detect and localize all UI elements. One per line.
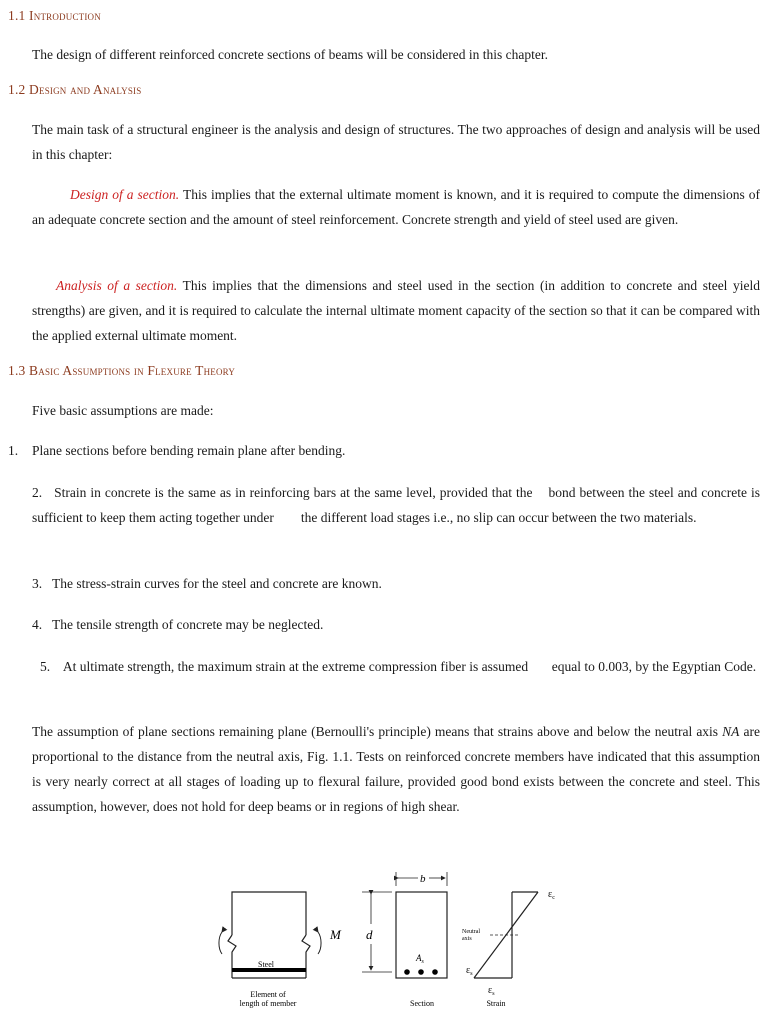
assumption-5: 5. At ultimate strength, the maximum strain at the extreme compression fiber is assumed equal to 0.003, by the Egyptian Code. (40, 659, 757, 674)
moment-arrow-right-icon (318, 932, 321, 954)
analysis-text: This implies that the dimensions and steel used in the section (in addition to concrete and steel yield strengths) are given, and it is required to calculate the internal ultimate moment capacity of the section so that it can be compared with the applied external ultimate moment. (32, 278, 760, 343)
strain-label: Strain (486, 999, 506, 1008)
assumption-4: 4. The tensile strength of concrete may be neglected. (32, 617, 324, 632)
bernoulli-text-a: The assumption of plane sections remaining plane (Bernoulli's principle) means that strains above and below the neutral axis (32, 724, 723, 739)
assumption-3: 3. The stress-strain curves for the steel and concrete are known. (32, 576, 382, 591)
moment-label: M (330, 927, 341, 942)
neutral-axis-label-1: Neutral (462, 929, 480, 935)
design-paragraph (32, 182, 760, 232)
rebar-dot (404, 969, 410, 975)
rebar-dot (432, 969, 438, 975)
bernoulli-paragraph (32, 719, 760, 819)
depth-label: d (366, 927, 373, 942)
assumption-1 (8, 443, 345, 459)
analysis-term: Analysis of a section. (56, 278, 178, 293)
bernoulli-text-b: are proportional to the distance from the neutral axis, Fig. 1.1. Tests on reinforced concrete members have indicated that this assumption is very nearly correct at all stages of loading up to flexural failure, provided good bond exists between the concrete and steel. This assumption, however, does not hold for deep beams or in regions of high shear. (32, 724, 760, 814)
section-label: Section (410, 999, 434, 1008)
neutral-axis-symbol: NA (722, 724, 740, 739)
intro-paragraph: The design of different reinforced concrete sections of beams will be considered in this chapter. (32, 47, 548, 62)
element-label-2: length of member (239, 999, 297, 1008)
steel-label: Steel (258, 960, 274, 969)
assumption-1-text: Plane sections before bending remain plane after bending. (32, 443, 346, 458)
heading-design-analysis: 1.2 Design and Analysis (8, 82, 142, 97)
assumption-1-number: 1. (8, 443, 19, 458)
cross-section (362, 872, 447, 978)
steel-area-label: $A_s$ (416, 953, 424, 965)
strain-diagram (474, 892, 538, 978)
rebar-dot (418, 969, 424, 975)
design-term: Design of a section. (70, 187, 180, 202)
figure-1-1 (0, 862, 768, 1024)
heading-basic-assumptions: 1.3 Basic Assumptions in Flexure Theory (8, 363, 236, 378)
assumptions-intro: Five basic assumptions are made: (32, 403, 214, 418)
width-label: b (420, 873, 426, 885)
strain-steel-label: $\varepsilon_s$ (466, 965, 473, 977)
design-text: This implies that the external ultimate moment is known, and it is required to compute the dimensions of an adequate concrete section and the amount of steel reinforcement. Concrete strength and yield of steel used are given. (32, 187, 760, 227)
moment-arrow-left-icon (219, 932, 222, 954)
analysis-paragraph (32, 273, 760, 348)
strain-epsilon-label: $\varepsilon_s$ (488, 985, 495, 997)
design-analysis-paragraph: The main task of a structural engineer is the analysis and design of structures. The two approaches of design and analysis will be used in this chapter: (32, 122, 760, 162)
assumption-2: 2. Strain in concrete is the same as in reinforcing bars at the same level, provided that the bond between the steel and concrete is sufficient to keep them acting together under the different load stages i.e., no slip can occur between the two materials. (32, 485, 764, 525)
element-label-1: Element of (250, 990, 286, 999)
neutral-axis-label-2: axis (462, 936, 472, 942)
strain-concrete-label: $\varepsilon_c$ (548, 889, 555, 901)
heading-introduction: 1.1 Introduction (8, 8, 101, 23)
